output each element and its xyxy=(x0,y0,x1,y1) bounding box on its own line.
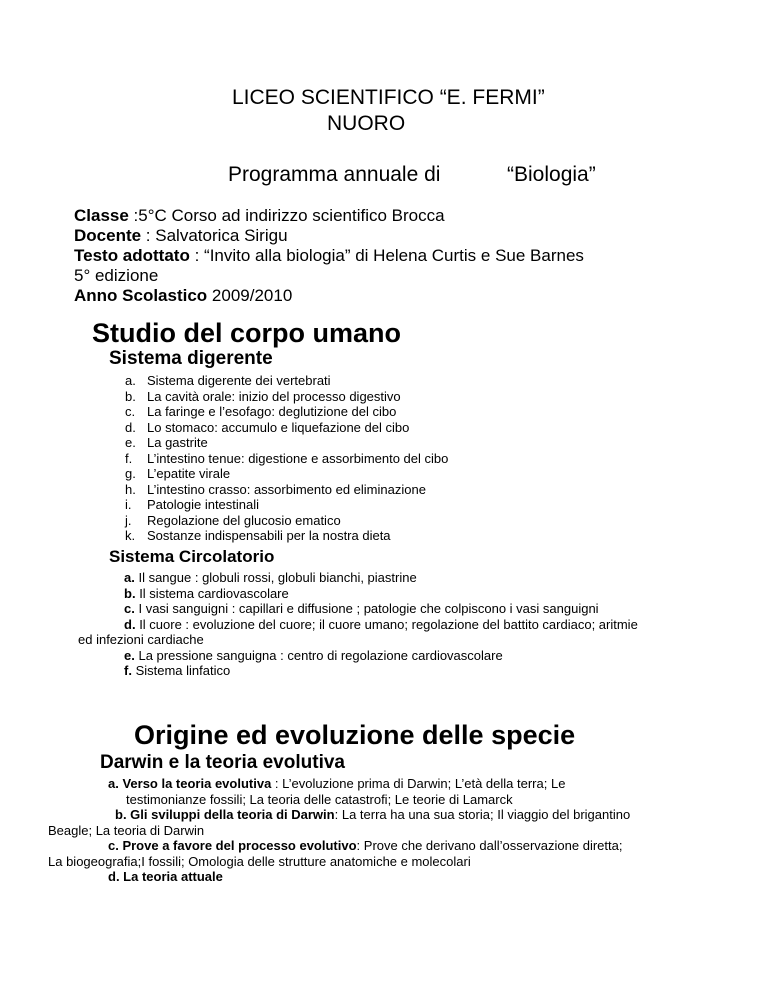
list-item: d. Lo stomaco: accumulo e liquefazione del cibo xyxy=(125,419,410,435)
list-item: f. L’intestino tenue: digestione e assorbimento del cibo xyxy=(125,450,449,466)
anno-value: 2009/2010 xyxy=(207,286,293,305)
program-prefix: Programma annuale di xyxy=(228,163,441,186)
list-item: e. La pressione sanguigna : centro di regolazione cardiovascolare xyxy=(124,647,503,663)
list-item-continuation: Beagle; La teoria di Darwin xyxy=(48,822,205,838)
list-item: a. Il sangue : globuli rossi, globuli bianchi, piastrine xyxy=(124,570,417,585)
school-name: LICEO SCIENTIFICO “E. FERMI” xyxy=(232,86,545,109)
info-classe xyxy=(74,206,445,226)
digerente-list xyxy=(125,373,448,544)
classe-label: Classe xyxy=(74,206,129,225)
list-item: c. I vasi sanguigni : capillari e diffusione ; patologie che colpiscono i vasi sanguigni xyxy=(124,601,599,616)
program-subject: “Biologia” xyxy=(507,163,596,186)
list-item: c. La faringe e l’esofago: deglutizione del cibo xyxy=(125,404,397,419)
darwin-list xyxy=(48,776,630,885)
list-item: b. Il sistema cardiovascolare xyxy=(124,585,289,601)
docente-value: : Salvatorica Sirigu xyxy=(141,226,288,245)
subsection-title-darwin: Darwin e la teoria evolutiva xyxy=(100,752,345,773)
city-name: NUORO xyxy=(327,112,406,135)
circolatorio-list xyxy=(78,570,638,679)
list-item: k. Sostanze indispensabili per la nostra dieta xyxy=(125,528,391,543)
list-item: ed infezioni cardiache xyxy=(78,632,204,647)
list-item: h. L’intestino crasso: assorbimento ed eliminazione xyxy=(125,481,426,497)
anno-label: Anno Scolastico xyxy=(74,286,208,305)
list-item: d. Il cuore : evoluzione del cuore; il cuore umano; regolazione del battito cardiaco; aritmie xyxy=(124,616,638,632)
list-item: a. Sistema digerente dei vertebrati xyxy=(125,373,331,388)
list-item: b. La cavità orale: inizio del processo digestivo xyxy=(125,388,401,404)
classe-value: :5°C Corso ad indirizzo scientifico Brocca xyxy=(128,206,445,225)
section-title-corpo-umano: Studio del corpo umano xyxy=(92,318,401,348)
info-edizione: 5° edizione xyxy=(74,266,159,285)
testo-label: Testo adottato xyxy=(74,246,190,265)
list-item: d. La teoria attuale xyxy=(108,869,223,884)
list-item: c. Prove a favore del processo evolutivo: Prove che derivano dall’osservazione diretta; xyxy=(108,838,623,853)
list-item-continuation: La biogeografia;I fossili; Omologia delle strutture anatomiche e molecolari xyxy=(48,853,471,869)
subsection-title-circolatorio: Sistema Circolatorio xyxy=(109,547,275,566)
docente-label: Docente xyxy=(74,226,142,245)
info-docente xyxy=(74,226,288,246)
list-item-continuation: testimonianze fossili; La teoria delle catastrofi; Le teorie di Lamarck xyxy=(126,791,513,807)
info-anno xyxy=(74,286,292,306)
list-item: g. L’epatite virale xyxy=(125,466,231,481)
subsection-title-digerente: Sistema digerente xyxy=(109,348,273,369)
list-item: a. Verso la teoria evolutiva : L’evoluzione prima di Darwin; L’età della terra; Le xyxy=(108,776,566,791)
list-item: i. Patologie intestinali xyxy=(125,497,260,512)
testo-value: : “Invito alla biologia” di Helena Curtis e Sue Barnes xyxy=(189,246,584,265)
info-testo xyxy=(74,246,584,266)
list-item: j. Regolazione del glucosio ematico xyxy=(125,512,341,528)
list-item: e. La gastrite xyxy=(125,435,208,450)
list-item: f. Sistema linfatico xyxy=(124,663,231,678)
section-title-evoluzione: Origine ed evoluzione delle specie xyxy=(134,720,576,750)
list-item: b. Gli sviluppi della teoria di Darwin: La terra ha una sua storia; Il viaggio del brigantino xyxy=(115,807,631,822)
